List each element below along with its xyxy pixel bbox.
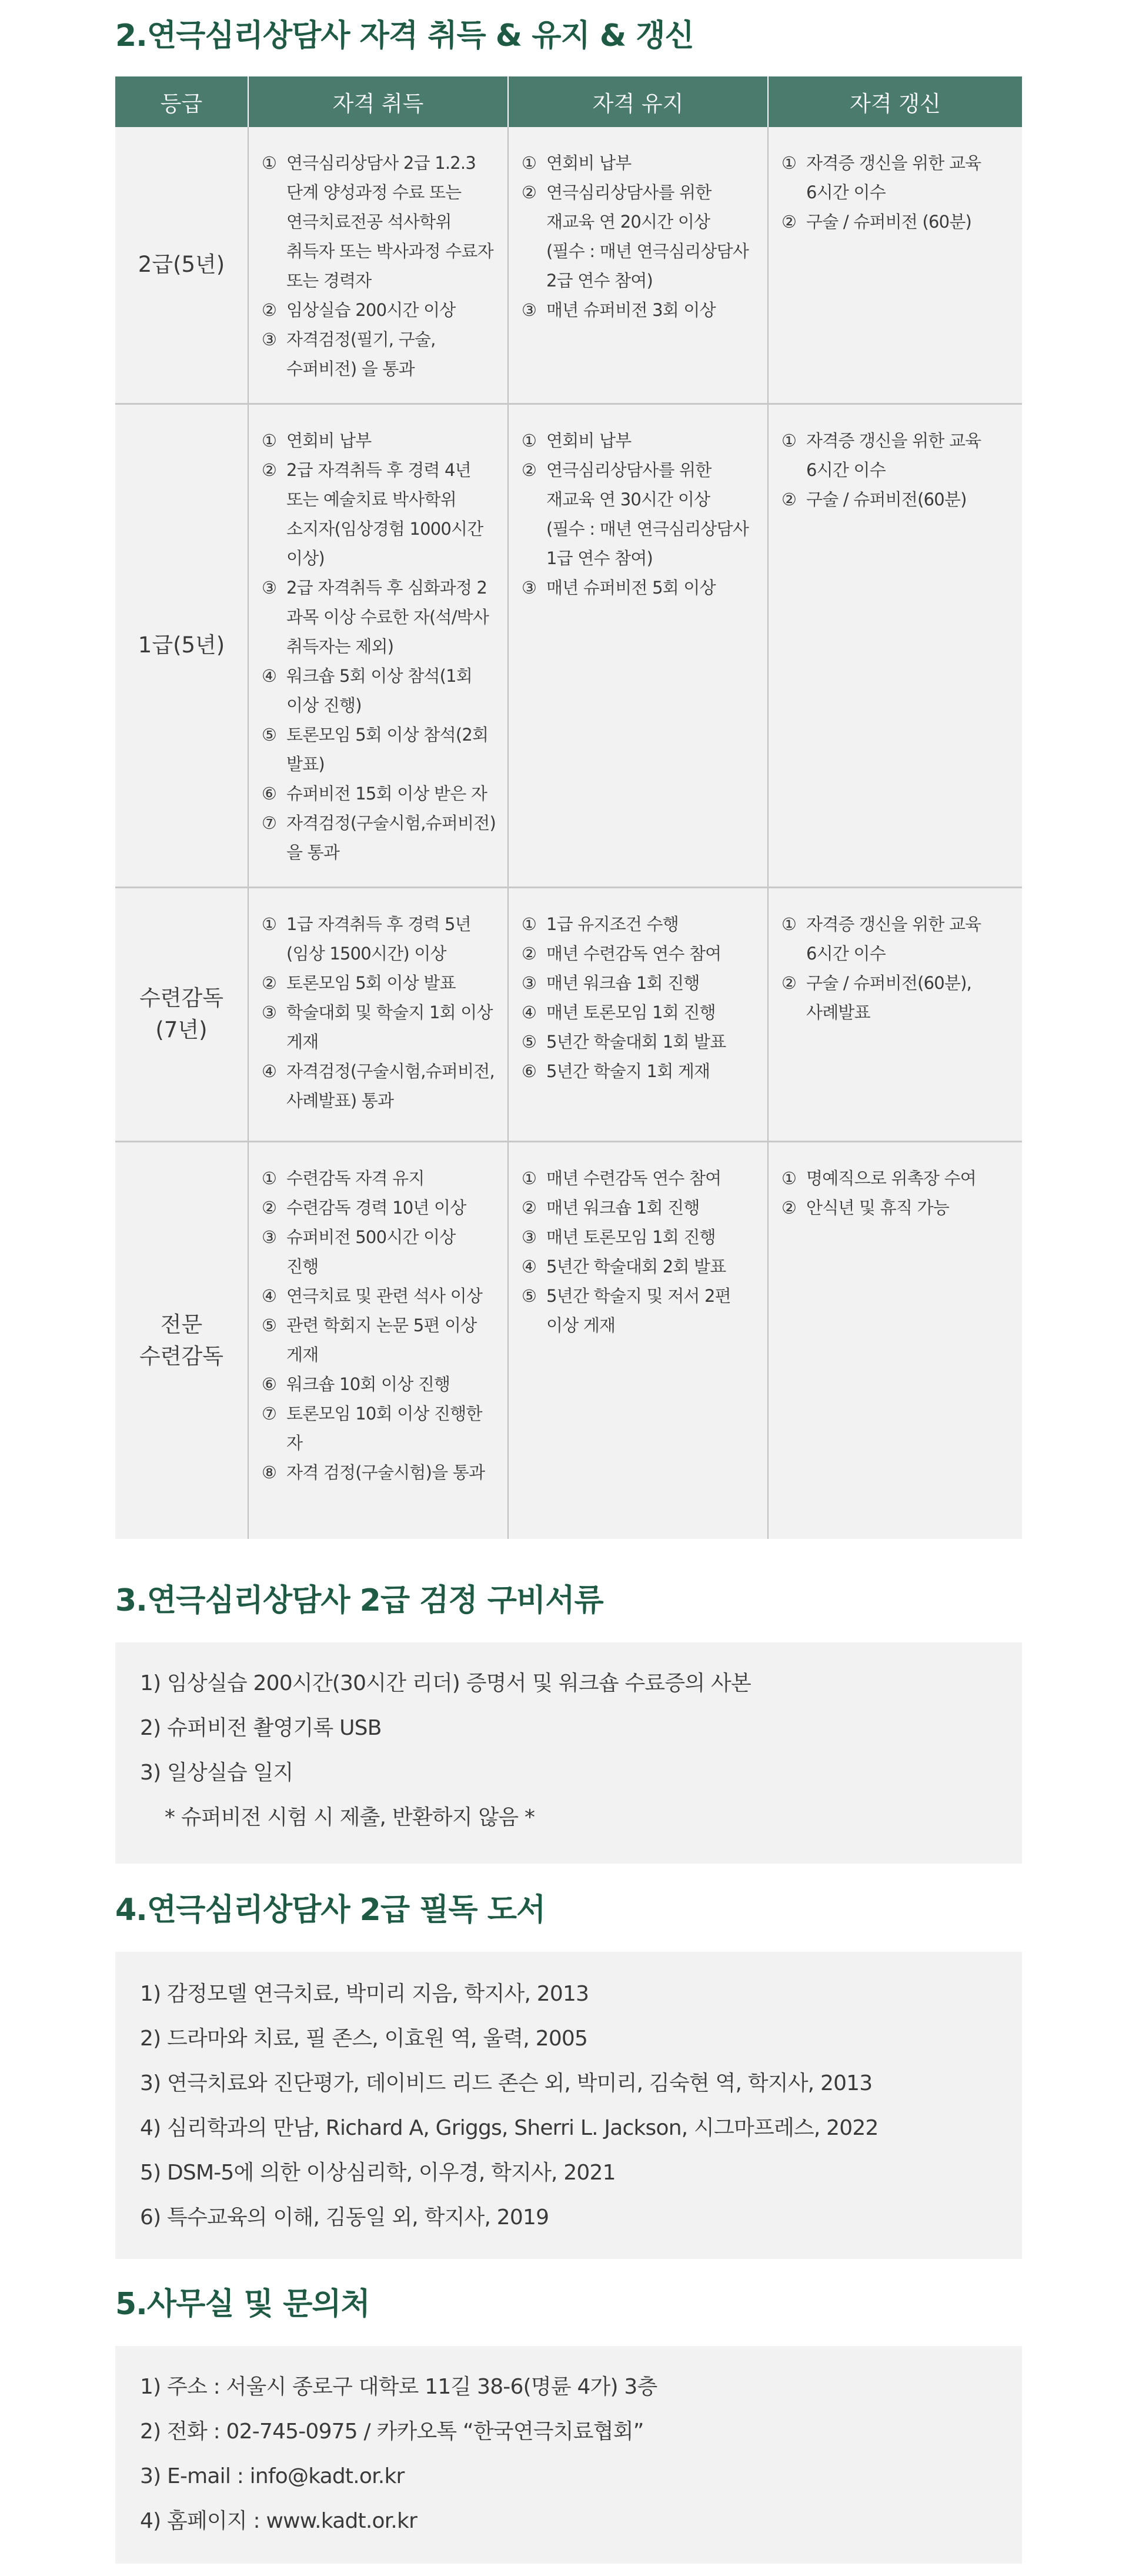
item-number: ② <box>781 489 797 509</box>
grade-cell: 1급(5년) <box>115 404 248 887</box>
item-number: ③ <box>522 1227 537 1247</box>
item-text: 슈퍼비전 500시간 이상 진행 <box>286 1227 456 1277</box>
item-number: ④ <box>522 1002 537 1022</box>
item-text: 연회비 납부 <box>286 430 372 451</box>
item-text: 학술대회 및 학술지 1회 이상 게재 <box>286 1002 493 1052</box>
list-item <box>262 148 499 295</box>
section-title-documents: 3.연극심리상담사 2급 검정 구비서류 <box>115 1583 603 1618</box>
documents-box <box>115 1642 1022 1864</box>
list-item <box>262 1311 499 1369</box>
list-item <box>262 968 499 998</box>
list-item <box>262 1057 499 1115</box>
renew-cell <box>768 887 1022 1141</box>
item-number: ⑤ <box>522 1285 537 1306</box>
acquire-cell <box>248 887 508 1141</box>
item-text: 슈퍼비전 15회 이상 받은 자 <box>286 783 487 804</box>
list-item <box>262 808 499 867</box>
list-item <box>262 1193 499 1222</box>
renew-cell <box>768 1141 1022 1539</box>
list-item <box>522 426 759 455</box>
item-text: 자격검정(필기, 구술, 수퍼비전) 을 통과 <box>286 329 436 379</box>
item-text: 5년간 학술지 1회 게재 <box>546 1061 710 1081</box>
item-number: ① <box>522 153 537 173</box>
section-title-qualification: 2.연극심리상담사 자격 취득 & 유지 & 갱신 <box>115 18 694 54</box>
item-text: 매년 수련감독 연수 참여 <box>546 1168 722 1188</box>
item-number: ③ <box>522 972 537 993</box>
item-number: ② <box>522 459 537 480</box>
item-text: 매년 워크숍 1회 진행 <box>546 972 700 993</box>
item-number: ② <box>262 300 277 320</box>
item-text: 자격검정(구술시험,슈퍼비전, 사례발표) 통과 <box>286 1061 495 1111</box>
item-number: ⑤ <box>262 724 277 745</box>
list-item: 2) 슈퍼비전 촬영기록 USB <box>140 1716 382 1740</box>
documents-note: * 슈퍼비전 시험 시 제출, 반환하지 않음 * <box>165 1805 535 1829</box>
list-item: 3) 일상실습 일지 <box>140 1761 293 1785</box>
item-text: 매년 토론모임 1회 진행 <box>546 1227 716 1247</box>
grade-cell: 전문 수련감독 <box>115 1141 248 1539</box>
item-text: 연극심리상담사를 위한 재교육 연 30시간 이상 (필수 : 매년 연극심리상담사 1급 연수 참여) <box>546 459 749 568</box>
item-number: ② <box>262 459 277 480</box>
item-number: ⑥ <box>262 783 277 804</box>
item-text: 자격증 갱신을 위한 교육 6시간 이수 <box>806 430 981 480</box>
item-number: ③ <box>262 577 277 598</box>
item-number: ③ <box>262 1227 277 1247</box>
list-item: 3) 연극치료와 진단평가, 데이비드 리드 존슨 외, 박미리, 김숙현 역, 학지사, 2013 <box>140 2071 873 2095</box>
item-number: ① <box>522 914 537 934</box>
list-item: 2) 드라마와 치료, 필 존스, 이효원 역, 울력, 2005 <box>140 2027 588 2051</box>
list-item <box>262 325 499 384</box>
table-header-row <box>115 76 1022 127</box>
item-number: ① <box>262 1168 277 1188</box>
item-text: 워크숍 10회 이상 진행 <box>286 1374 450 1394</box>
list-item <box>522 998 759 1027</box>
header-acquire: 자격 취득 <box>248 76 508 127</box>
item-number: ④ <box>522 1256 537 1277</box>
item-number: ③ <box>262 329 277 349</box>
contact-homepage: 4) 홈페이지 : www.kadt.or.kr <box>140 2509 417 2533</box>
item-number: ⑧ <box>262 1462 277 1482</box>
list-item <box>262 661 499 720</box>
list-item <box>522 1057 759 1086</box>
list-item <box>781 207 1014 236</box>
list-item <box>262 1281 499 1311</box>
list-item <box>522 1222 759 1252</box>
item-text: 자격증 갱신을 위한 교육 6시간 이수 <box>806 914 981 964</box>
list-item <box>781 1164 1014 1193</box>
item-number: ① <box>262 430 277 451</box>
list-item <box>781 1193 1014 1222</box>
item-number: ② <box>781 972 797 993</box>
list-item <box>522 1281 759 1340</box>
item-text: 매년 슈퍼비전 3회 이상 <box>546 300 716 320</box>
item-number: ① <box>781 153 797 173</box>
list-item <box>781 909 1014 968</box>
item-text: 수련감독 자격 유지 <box>286 1168 425 1188</box>
item-number: ⑤ <box>522 1031 537 1052</box>
item-number: ② <box>781 212 797 232</box>
item-text: 토론모임 10회 이상 진행한 자 <box>286 1403 482 1453</box>
item-text: 명예직으로 위촉장 수여 <box>806 1168 976 1188</box>
item-text: 1급 자격취득 후 경력 5년 (임상 1500시간) 이상 <box>286 914 471 964</box>
item-text: 5년간 학술지 및 저서 2편 이상 게재 <box>546 1285 731 1335</box>
qualification-table <box>115 76 1022 1539</box>
item-text: 5년간 학술대회 1회 발표 <box>546 1031 726 1052</box>
acquire-cell <box>248 1141 508 1539</box>
item-text: 매년 워크숍 1회 진행 <box>546 1197 700 1218</box>
item-text: 연극치료 및 관련 석사 이상 <box>286 1285 483 1306</box>
books-box <box>115 1952 1022 2259</box>
list-item <box>522 939 759 968</box>
item-text: 2급 자격취득 후 경력 4년 또는 예술치료 박사학위 소지자(임상경험 1000시간 이상) <box>286 459 483 568</box>
list-item: 5) DSM-5에 의한 이상심리학, 이우경, 학지사, 2021 <box>140 2161 616 2185</box>
header-renew: 자격 갱신 <box>768 76 1022 127</box>
list-item <box>522 573 759 602</box>
list-item <box>262 573 499 661</box>
item-number: ① <box>262 153 277 173</box>
item-number: ② <box>522 943 537 964</box>
renew-cell <box>768 127 1022 404</box>
item-text: 연극심리상담사를 위한 재교육 연 20시간 이상 (필수 : 매년 연극심리상담사 2급 연수 참여) <box>546 182 749 291</box>
list-item <box>262 1222 499 1281</box>
item-text: 연회비 납부 <box>546 153 632 173</box>
list-item <box>262 998 499 1057</box>
item-text: 구술 / 슈퍼비전 (60분) <box>806 212 972 232</box>
list-item <box>262 1458 499 1487</box>
item-text: 1급 유지조건 수행 <box>546 914 679 934</box>
header-grade: 등급 <box>115 76 248 127</box>
list-item <box>262 295 499 325</box>
item-number: ① <box>781 430 797 451</box>
table-row <box>115 404 1022 887</box>
item-number: ③ <box>262 1002 277 1022</box>
header-maintain: 자격 유지 <box>508 76 768 127</box>
item-text: 관련 학회지 논문 5편 이상 게재 <box>286 1315 477 1365</box>
item-number: ② <box>262 1197 277 1218</box>
list-item <box>522 1252 759 1281</box>
item-number: ⑦ <box>262 1403 277 1424</box>
list-item <box>522 1027 759 1057</box>
table-row <box>115 127 1022 404</box>
item-text: 2급 자격취득 후 심화과정 2 과목 이상 수료한 자(석/박사 취득자는 제외) <box>286 577 489 657</box>
maintain-cell <box>508 127 768 404</box>
item-number: ① <box>522 1168 537 1188</box>
item-text: 구술 / 슈퍼비전(60분) <box>806 489 967 509</box>
item-number: ③ <box>522 300 537 320</box>
grade-cell: 2급(5년) <box>115 127 248 404</box>
item-text: 자격검정(구술시험,슈퍼비전) 을 통과 <box>286 812 496 862</box>
item-number: ③ <box>522 577 537 598</box>
list-item <box>262 1369 499 1399</box>
item-number: ⑤ <box>262 1315 277 1335</box>
grade-cell: 수련감독 (7년) <box>115 887 248 1141</box>
list-item <box>262 455 499 573</box>
item-text: 연회비 납부 <box>546 430 632 451</box>
item-text: 구술 / 슈퍼비전(60분), 사례발표 <box>806 972 972 1022</box>
item-text: 매년 수련감독 연수 참여 <box>546 943 722 964</box>
item-number: ① <box>781 1168 797 1188</box>
contact-address: 1) 주소 : 서울시 종로구 대학로 11길 38-6(명륜 4가) 3층 <box>140 2375 657 2399</box>
item-text: 안식년 및 휴직 가능 <box>806 1197 949 1218</box>
list-item: 1) 감정모델 연극치료, 박미리 지음, 학지사, 2013 <box>140 1982 589 2006</box>
list-item <box>522 295 759 325</box>
item-text: 토론모임 5회 이상 참석(2회 발표) <box>286 724 489 774</box>
list-item <box>522 968 759 998</box>
list-item <box>522 178 759 295</box>
list-item <box>262 779 499 808</box>
list-item <box>522 909 759 939</box>
item-text: 매년 슈퍼비전 5회 이상 <box>546 577 716 598</box>
item-number: ① <box>781 914 797 934</box>
item-number: ② <box>522 1197 537 1218</box>
item-text: 5년간 학술대회 2회 발표 <box>546 1256 726 1277</box>
item-number: ① <box>522 430 537 451</box>
item-text: 임상실습 200시간 이상 <box>286 300 456 320</box>
maintain-cell <box>508 404 768 887</box>
maintain-cell <box>508 1141 768 1539</box>
renew-cell <box>768 404 1022 887</box>
table-row <box>115 1141 1022 1539</box>
list-item <box>781 485 1014 514</box>
item-text: 워크숍 5회 이상 참석(1회 이상 진행) <box>286 665 472 715</box>
list-item: 4) 심리학과의 만남, Richard A, Griggs, Sherri L. Jackson, 시그마프레스, 2022 <box>140 2116 879 2140</box>
item-number: ⑥ <box>262 1374 277 1394</box>
list-item <box>262 1164 499 1193</box>
item-number: ④ <box>262 1061 277 1081</box>
item-number: ④ <box>262 1285 277 1306</box>
table-row <box>115 887 1022 1141</box>
item-number: ① <box>262 914 277 934</box>
list-item <box>781 968 1014 1027</box>
list-item <box>781 148 1014 207</box>
list-item <box>262 909 499 968</box>
item-number: ② <box>262 972 277 993</box>
item-text: 자격증 갱신을 위한 교육 6시간 이수 <box>806 153 981 202</box>
contact-box <box>115 2346 1022 2564</box>
section-title-contact: 5.사무실 및 문의처 <box>115 2287 370 2322</box>
item-text: 매년 토론모임 1회 진행 <box>546 1002 716 1022</box>
list-item: 6) 특수교육의 이해, 김동일 외, 학지사, 2019 <box>140 2205 549 2230</box>
contact-email: 3) E-mail : info@kadt.or.kr <box>140 2464 405 2488</box>
list-item <box>522 455 759 573</box>
acquire-cell <box>248 404 508 887</box>
section-title-books: 4.연극심리상담사 2급 필독 도서 <box>115 1892 546 1928</box>
item-number: ② <box>522 182 537 202</box>
list-item <box>781 426 1014 485</box>
list-item <box>262 1399 499 1458</box>
item-text: 자격 검정(구술시험)을 통과 <box>286 1462 485 1482</box>
contact-phone: 2) 전화 : 02-745-0975 / 카카오톡 “한국연극치료협회” <box>140 2420 644 2444</box>
list-item <box>522 1193 759 1222</box>
item-text: 수련감독 경력 10년 이상 <box>286 1197 466 1218</box>
item-number: ⑦ <box>262 812 277 833</box>
list-item <box>522 148 759 178</box>
item-number: ⑥ <box>522 1061 537 1081</box>
item-text: 연극심리상담사 2급 1.2.3 단계 양성과정 수료 또는 연극치료전공 석사학위 취득자 또는 박사과정 수료자 또는 경력자 <box>286 153 493 291</box>
maintain-cell <box>508 887 768 1141</box>
list-item <box>522 1164 759 1193</box>
item-text: 토론모임 5회 이상 발표 <box>286 972 456 993</box>
item-number: ④ <box>262 665 277 686</box>
list-item <box>262 426 499 455</box>
list-item: 1) 임상실습 200시간(30시간 리더) 증명서 및 워크숍 수료증의 사본 <box>140 1671 751 1695</box>
item-number: ② <box>781 1197 797 1218</box>
list-item <box>262 720 499 779</box>
acquire-cell <box>248 127 508 404</box>
